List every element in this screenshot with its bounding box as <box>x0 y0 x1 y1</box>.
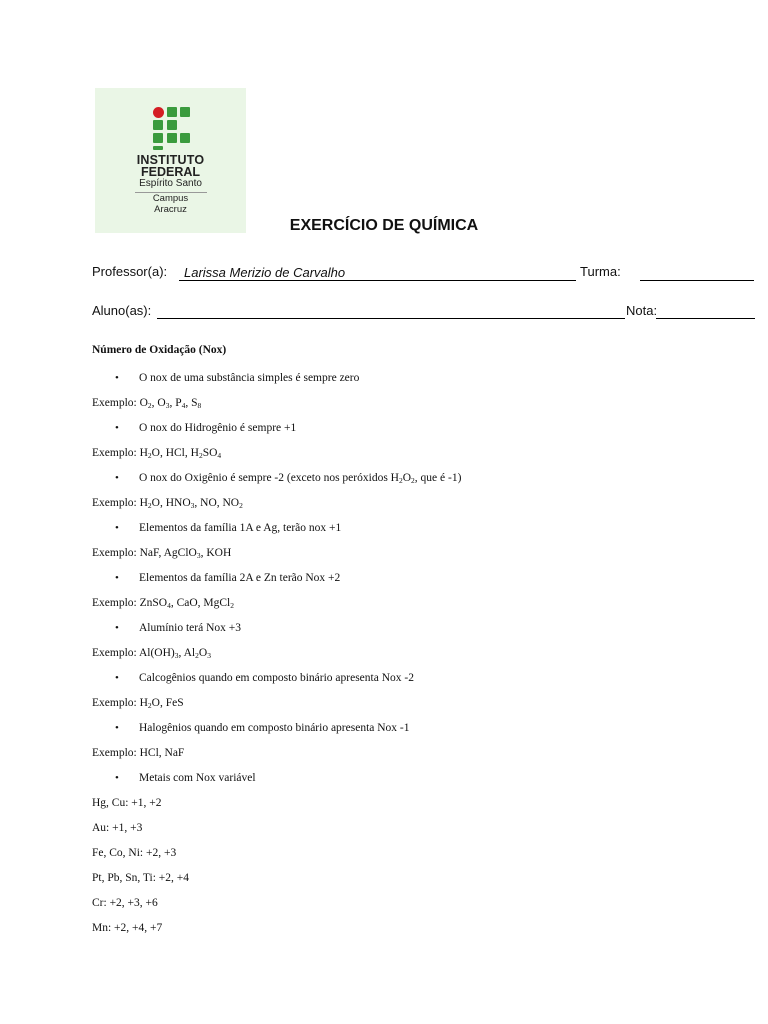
rule-text: Elementos da família 2A e Zn terão Nox +2 <box>139 572 341 584</box>
example-prefix: Exemplo: <box>92 447 140 459</box>
example-formulas: $H_2O$, HCl, $H_2SO_4$ <box>139 447 222 460</box>
rule-text: Alumínio terá Nox +3 <box>139 622 241 634</box>
example-prefix: Exemplo: <box>92 397 140 409</box>
bullet-marker: • <box>115 722 119 734</box>
example-prefix: Exemplo: <box>92 497 140 509</box>
bullet-marker: • <box>115 672 119 684</box>
rule-example <box>92 547 231 559</box>
metal-nox-line: Cr: +2, +3, +6 <box>92 897 158 909</box>
logo-text-state: Espírito Santo <box>139 178 202 189</box>
example-prefix: Exemplo: <box>92 547 140 559</box>
rule-example <box>92 497 243 509</box>
aluno-label: Aluno(as): <box>92 303 152 318</box>
rule-example <box>92 697 184 709</box>
example-prefix: Exemplo: <box>92 597 140 609</box>
rule-text: Elementos da família 1A e Ag, terão nox +1 <box>139 522 342 534</box>
rule-text: Halogênios quando em composto binário apresenta Nox -1 <box>139 722 410 734</box>
metal-nox-line: Au: +1, +3 <box>92 822 143 834</box>
metal-nox-line: Pt, Pb, Sn, Ti: +2, +4 <box>92 872 190 884</box>
nota-label: Nota: <box>626 303 658 318</box>
logo-text-federal: FEDERAL <box>140 165 201 179</box>
turma-field-line <box>640 280 754 281</box>
logo-text-instituto: INSTITUTO <box>136 153 205 167</box>
logo-grid-icon <box>153 107 193 149</box>
example-formulas: $Al(OH)_3$, $Al_2O_3$ <box>138 647 211 660</box>
rule-text: O nox do Oxigênio é sempre -2 (exceto nos peróxidos $H_2O_2$, que é -1) <box>139 472 462 485</box>
example-formulas: HCl, NaF <box>139 747 185 759</box>
example-prefix: Exemplo: <box>92 647 139 659</box>
rule-example <box>92 747 184 759</box>
page-title: EXERCÍCIO DE QUÍMICA <box>289 217 479 234</box>
example-prefix: Exemplo: <box>92 697 140 709</box>
bullet-marker: • <box>115 472 119 484</box>
rule-example <box>92 397 201 409</box>
example-formulas: NaF, AgClO$_3$, KOH <box>139 547 232 560</box>
rule-example <box>92 647 211 659</box>
example-formulas: $O_2$, $O_3$, $P_4$, $S_8$ <box>139 397 202 410</box>
bullet-marker: • <box>115 772 119 784</box>
professor-label: Professor(a): <box>92 264 168 279</box>
rule-text: O nox de uma substância simples é sempre zero <box>139 372 360 384</box>
metal-nox-line: Fe, Co, Ni: +2, +3 <box>92 847 177 859</box>
rule-example <box>92 597 234 609</box>
professor-field-line <box>179 280 576 281</box>
metal-nox-line: Mn: +2, +4, +7 <box>92 922 163 934</box>
professor-value: Larissa Merizio de Carvalho <box>184 265 346 280</box>
example-formulas: $H_2O$, $HNO_3$, NO, $NO_2$ <box>139 497 243 510</box>
turma-label: Turma: <box>580 264 621 279</box>
aluno-field-line <box>157 318 625 319</box>
bullet-marker: • <box>115 572 119 584</box>
rule-text: O nox do Hidrogênio é sempre +1 <box>139 422 297 434</box>
nota-field-line <box>656 318 755 319</box>
rule-text: Calcogênios quando em composto binário apresenta Nox -2 <box>139 672 414 684</box>
metal-nox-line: Hg, Cu: +1, +2 <box>92 797 162 809</box>
bullet-marker: • <box>115 422 119 434</box>
example-prefix: Exemplo: <box>92 747 140 759</box>
logo-text-city: Aracruz <box>154 204 187 215</box>
rule-text: Metais com Nox variável <box>139 772 256 784</box>
institution-logo <box>95 88 246 233</box>
bullet-marker: • <box>115 622 119 634</box>
example-formulas: ZnSO$_4$, CaO, MgCl$_2$ <box>139 597 234 610</box>
bullet-marker: • <box>115 522 119 534</box>
bullet-marker: • <box>115 372 119 384</box>
section-title: Número de Oxidação (Nox) <box>92 344 227 356</box>
example-formulas: $H_2O$, FeS <box>139 697 184 710</box>
logo-text-campus: Campus <box>152 193 189 204</box>
rule-example <box>92 447 221 459</box>
